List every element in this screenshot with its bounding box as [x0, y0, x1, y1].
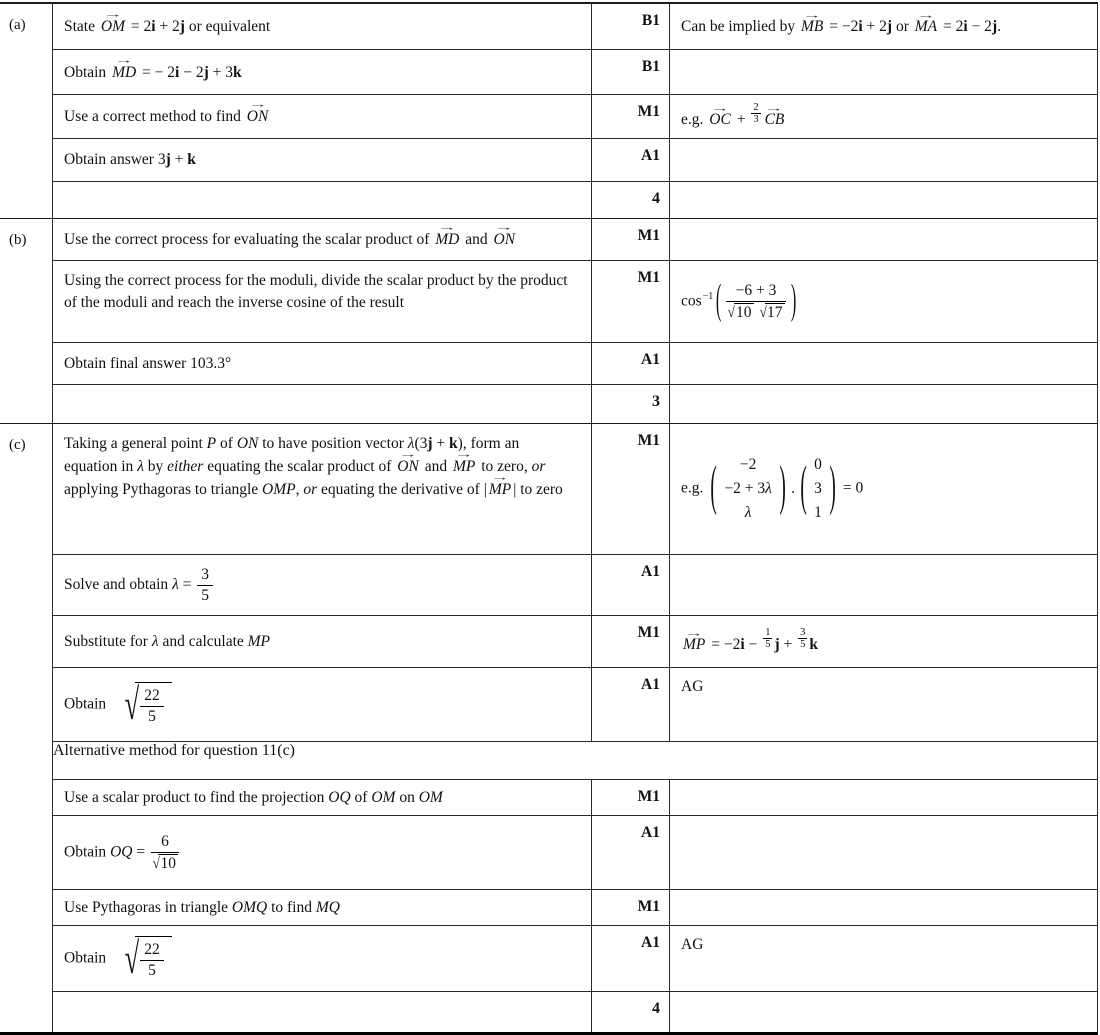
table-row: [53, 4, 1097, 50]
table-row: [53, 890, 1097, 926]
total-marks-cell: 4: [592, 992, 670, 1032]
comment-cell: e.g. ( −2 −2 + 3λ λ ) . ( 0 3 1 ) = 0: [681, 455, 864, 521]
comment-cell: AG: [681, 936, 704, 953]
section-c: [0, 423, 1097, 1032]
comment-cell: [670, 780, 1097, 815]
table-row: [53, 780, 1097, 816]
table-row: [53, 816, 1097, 890]
table-row: [53, 555, 1097, 616]
comment-cell: [670, 50, 1097, 94]
comment-cell: Can be implied by MB → = −2i + 2j or MA → = 2i − 2j.: [670, 4, 1097, 49]
description-cell: [53, 385, 592, 423]
description-cell: Obtain final answer 103.3°: [53, 343, 592, 384]
section-a: [0, 4, 1097, 218]
comment-cell: [670, 182, 1097, 218]
comment-cell: [670, 343, 1097, 384]
table-row: [53, 424, 1097, 555]
table-row: [53, 219, 1097, 261]
comment-cell: [670, 992, 1097, 1032]
mark-cell: M1: [592, 424, 670, 554]
description-cell: [53, 992, 592, 1032]
description-cell: Taking a general point P of ON to have position vector λ(3j + k), form an equation in λ by either equating the scalar product of ON → and MP → to zero, or applying Pythagoras to triangle OMP, or equating the derivative of | MP → | to zero: [53, 424, 592, 554]
mark-cell: A1: [592, 926, 670, 991]
comment-cell: [670, 816, 1097, 889]
part-label: (c): [0, 424, 53, 1032]
mark-cell: A1: [592, 816, 670, 889]
alt-method-header: Alternative method for question 11(c): [53, 742, 295, 759]
comment-cell: [670, 555, 1097, 615]
comment-cell: $\cos^{-1}$ ( $\frac{-6 + 3}{√10 √17}$ ): [681, 277, 796, 324]
table-row: [53, 668, 1097, 742]
description-cell: Obtain √ $\frac{22}{5}$: [53, 926, 592, 991]
alt-method-header-row: [53, 742, 1097, 780]
description-cell: State OM → = 2i + 2j or equivalent: [53, 4, 592, 49]
comment-cell: [670, 890, 1097, 925]
table-row: [53, 616, 1097, 668]
description-cell: Using the correct process for the moduli, divide the scalar product by the product of the moduli and reach the inverse cosine of the result: [53, 261, 592, 342]
part-label: (b): [0, 219, 53, 423]
mark-scheme-table: [0, 2, 1098, 1035]
mark-cell: M1: [592, 780, 670, 815]
description-cell: Obtain √ $\frac{22}{5}$: [53, 668, 592, 741]
table-row: [53, 182, 1097, 218]
mark-cell: M1: [592, 261, 670, 342]
comment-cell: e.g. OC → + $\frac{2}{3}$ CB →: [670, 95, 1097, 138]
description-cell: Solve and obtain λ = $\frac{3}{5}$: [53, 555, 592, 615]
mark-cell: M1: [592, 219, 670, 260]
description-cell: Use the correct process for evaluating the scalar product of MD → and ON →: [53, 219, 592, 260]
mark-cell: B1: [592, 4, 670, 49]
table-row: [53, 50, 1097, 95]
mark-cell: A1: [592, 139, 670, 181]
comment-cell: [670, 139, 1097, 181]
comment-cell: MP → = −2i − $\frac{1}{5}$ j + $\frac{3}{5}$ k: [670, 616, 1097, 667]
mark-cell: A1: [592, 343, 670, 384]
description-cell: Obtain OQ = $\frac{6}{√10}$: [53, 816, 592, 889]
mark-cell: M1: [592, 890, 670, 925]
description-cell: Use Pythagoras in triangle OMQ to find MQ: [53, 890, 592, 925]
mark-cell: M1: [592, 95, 670, 138]
description-cell: [53, 182, 592, 218]
section-b: [0, 218, 1097, 423]
table-row: [53, 261, 1097, 343]
comment-cell: [670, 219, 1097, 260]
comment-cell: AG: [681, 678, 704, 695]
description-cell: Use a scalar product to find the projection OQ of OM on OM: [53, 780, 592, 815]
table-row: [53, 139, 1097, 182]
mark-cell: B1: [592, 50, 670, 94]
table-row: [53, 95, 1097, 139]
description-cell: Use a correct method to find ON →: [53, 95, 592, 138]
table-row: [53, 992, 1097, 1032]
table-row: [53, 926, 1097, 992]
part-label: (a): [0, 4, 53, 218]
description-cell: Obtain MD → = − 2i − 2j + 3k: [53, 50, 592, 94]
mark-cell: A1: [592, 668, 670, 741]
total-marks-cell: 3: [592, 385, 670, 423]
total-marks-cell: 4: [592, 182, 670, 218]
description-cell: Obtain answer 3j + k: [53, 139, 592, 181]
mark-cell: M1: [592, 616, 670, 667]
comment-cell: [670, 385, 1097, 423]
table-row: [53, 343, 1097, 385]
description-cell: Substitute for λ and calculate MP: [53, 616, 592, 667]
mark-cell: A1: [592, 555, 670, 615]
table-row: [53, 385, 1097, 423]
